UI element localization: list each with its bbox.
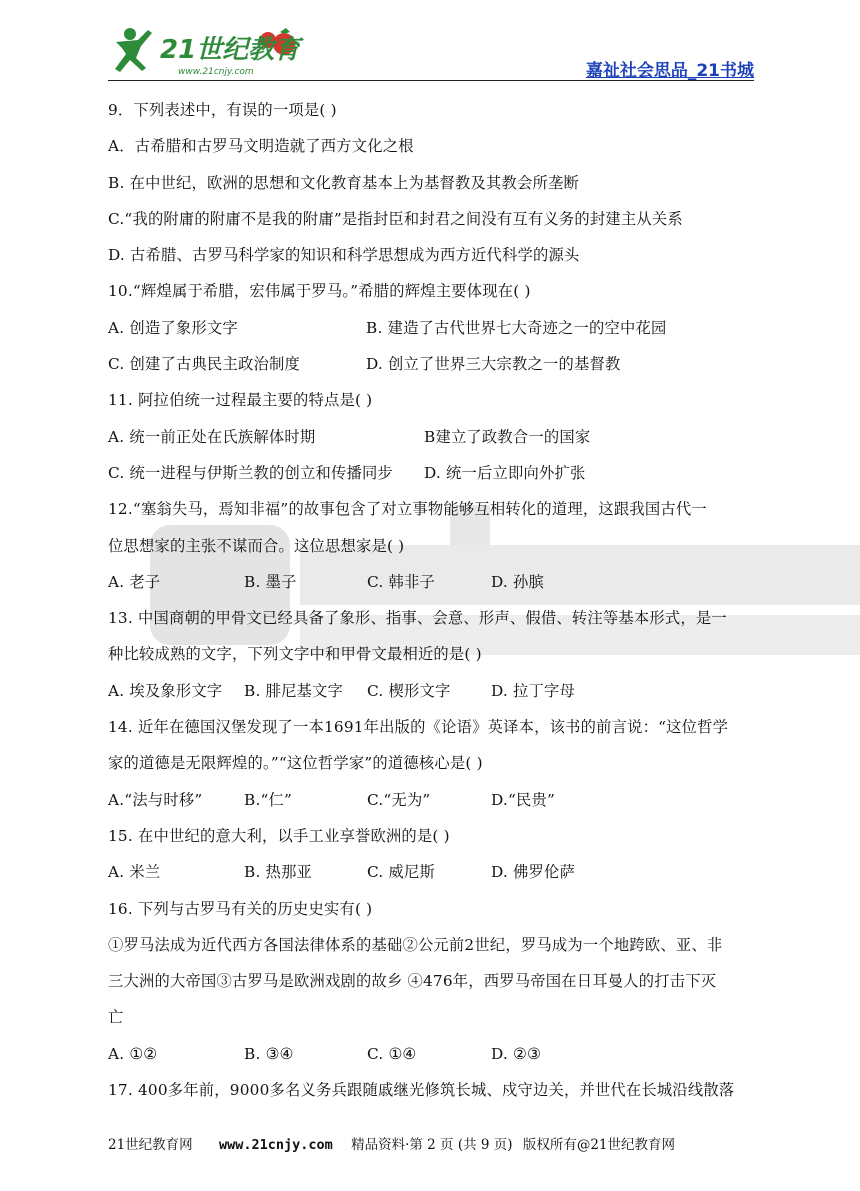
q17-stem-line1: 17. 400多年前，9000多名义务兵跟随戚继光修筑长城、戍守边关，并世代在长城沿线散落 xyxy=(108,1081,735,1100)
footer-org: 21世纪教育网 xyxy=(108,1137,193,1153)
q12-option-d: D. 孙膑 xyxy=(491,572,545,591)
q11-stem: 11. 阿拉伯统一过程最主要的特点是( ) xyxy=(108,391,373,410)
q16-options xyxy=(108,1036,756,1072)
q12-stem-line2: 位思想家的主张不谋而合。这位思想家是( ) xyxy=(108,536,405,555)
q12-stem-line1: 12.“塞翁失马，焉知非福”的故事包含了对立事物能够互相转化的道理，这跟我国古代一 xyxy=(108,500,707,519)
q14-stem-line2: 家的道德是无限辉煌的。”“这位哲学家”的道德核心是( ) xyxy=(108,754,483,773)
q13-option-c: C. 楔形文字 xyxy=(367,681,451,700)
page-header xyxy=(0,0,860,85)
q11-option-b: B建立了政教合一的国家 xyxy=(424,427,591,446)
q11-options-row1 xyxy=(108,419,756,455)
q13-stem-line2: 种比较成熟的文字，下列文字中和甲骨文最相近的是( ) xyxy=(108,645,482,664)
q10-option-c: C. 创建了古典民主政治制度 xyxy=(108,355,300,374)
q10-options-row2 xyxy=(108,346,756,382)
q10-option-b: B. 建造了古代世界七大奇迹之一的空中花园 xyxy=(366,318,667,337)
q9-option-a: A．古希腊和古罗马文明造就了西方文化之根 xyxy=(108,137,414,156)
logo-text: 21世纪教育 xyxy=(160,35,301,65)
q11-options-row2 xyxy=(108,455,756,491)
q13-option-b: B. 腓尼基文字 xyxy=(244,681,344,700)
q16-option-c: C. ①④ xyxy=(367,1044,417,1063)
q10-option-d: D. 创立了世界三大宗教之一的基督教 xyxy=(366,355,621,374)
q14-option-c: C.“无为” xyxy=(367,790,431,809)
q16-body-line1: ①罗马法成为近代西方各国法律体系的基础②公元前2世纪，罗马成为一个地跨欧、亚、非 xyxy=(108,935,723,954)
q9-option-c: C.“我的附庸的附庸不是我的附庸”是指封臣和封君之间没有互有义务的封建主从关系 xyxy=(108,209,683,228)
running-figure-icon xyxy=(115,28,152,72)
footer-page-info: 精品资料·第 2 页 (共 9 页) xyxy=(351,1137,513,1153)
q16-body-line2: 三大洲的大帝国③古罗马是欧洲戏剧的故乡 ④476年，西罗马帝国在日耳曼人的打击下灭 xyxy=(108,972,717,991)
q12-option-c: C. 韩非子 xyxy=(367,572,435,591)
page-footer xyxy=(108,1133,768,1153)
header-store-link[interactable]: 嘉祉社会思品_21书城 xyxy=(585,61,754,81)
q10-option-a: A. 创造了象形文字 xyxy=(108,318,238,337)
q12-option-a: A. 老子 xyxy=(108,572,161,591)
header-divider xyxy=(108,80,754,81)
q13-options xyxy=(108,673,756,709)
footer-site-link[interactable]: www.21cnjy.com xyxy=(218,1137,333,1153)
question-list xyxy=(108,92,756,1108)
q12-options xyxy=(108,564,756,600)
q15-stem: 15. 在中世纪的意大利，以手工业享誉欧洲的是( ) xyxy=(108,826,450,845)
q15-option-a: A. 米兰 xyxy=(108,863,161,882)
site-logo[interactable] xyxy=(108,22,308,80)
q16-body-line3: 亡 xyxy=(108,1008,124,1027)
q11-option-c: C. 统一进程与伊斯兰教的创立和传播同步 xyxy=(108,463,393,482)
q13-option-a: A. 埃及象形文字 xyxy=(108,681,223,700)
q13-option-d: D. 拉丁字母 xyxy=(491,681,576,700)
q16-option-b: B. ③④ xyxy=(244,1044,294,1063)
q15-option-b: B. 热那亚 xyxy=(244,863,313,882)
q11-option-d: D. 统一后立即向外扩张 xyxy=(424,463,586,482)
q14-option-d: D.“民贵” xyxy=(491,790,556,809)
q16-option-d: D. ②③ xyxy=(491,1044,541,1063)
q10-stem: 10.“辉煌属于希腊，宏伟属于罗马。”希腊的辉煌主要体现在( ) xyxy=(108,282,531,301)
q13-stem-line1: 13. 中国商朝的甲骨文已经具备了象形、指事、会意、形声、假借、转注等基本形式，是一 xyxy=(108,609,727,628)
q9-option-b: B. 在中世纪，欧洲的思想和文化教育基本上为基督教及其教会所垄断 xyxy=(108,173,579,192)
q11-option-a: A. 统一前正处在氏族解体时期 xyxy=(108,427,316,446)
q14-stem-line1: 14. 近年在德国汉堡发现了一本1691年出版的《论语》英译本，该书的前言说：“这位哲学 xyxy=(108,718,729,737)
footer-copyright: 版权所有@21世纪教育网 xyxy=(522,1137,676,1153)
q15-option-d: D. 佛罗伦萨 xyxy=(491,863,576,882)
q16-option-a: A. ①② xyxy=(108,1044,158,1063)
q12-option-b: B. 墨子 xyxy=(244,572,297,591)
q16-stem: 16. 下列与古罗马有关的历史史实有( ) xyxy=(108,899,373,918)
q10-options-row1 xyxy=(108,310,756,346)
q15-option-c: C. 威尼斯 xyxy=(367,863,435,882)
q9-stem: 9．下列表述中，有误的一项是( ) xyxy=(108,101,337,119)
q9-option-d: D. 古希腊、古罗马科学家的知识和科学思想成为西方近代科学的源头 xyxy=(108,246,580,265)
q14-options xyxy=(108,782,756,818)
q14-option-a: A.“法与时移” xyxy=(108,790,203,809)
q14-option-b: B.“仁” xyxy=(244,790,293,809)
q15-options xyxy=(108,854,756,890)
logo-url: www.21cnjy.com xyxy=(178,67,254,77)
